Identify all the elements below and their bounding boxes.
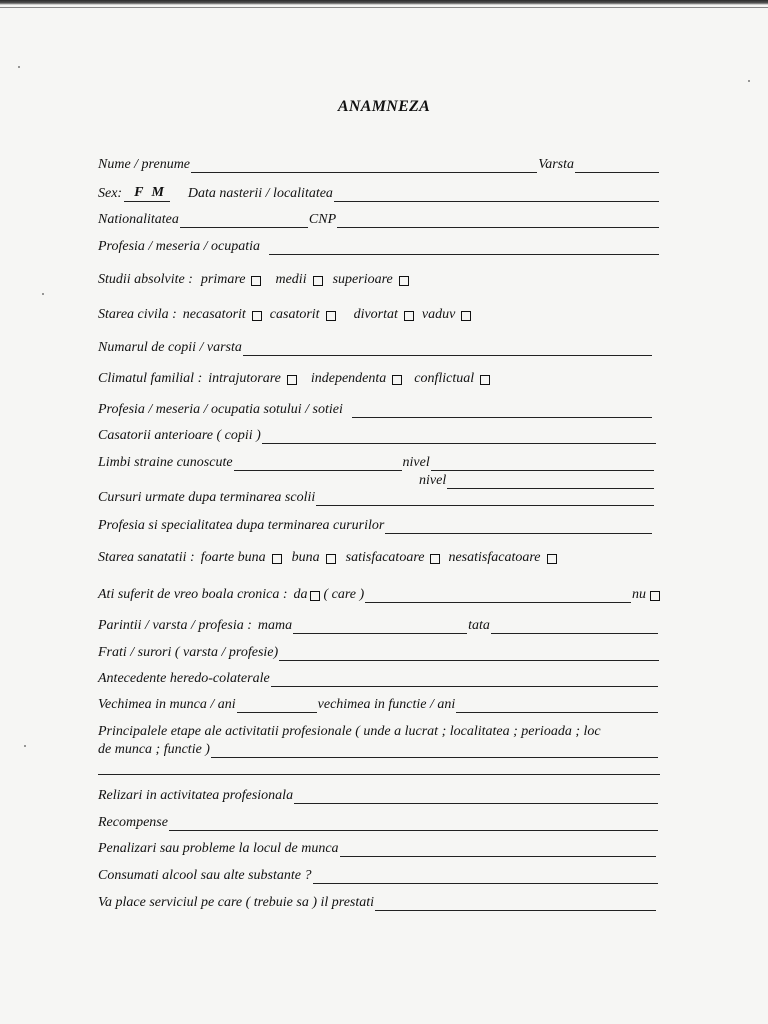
input-profesia-spec[interactable] (385, 520, 652, 534)
label-nationalitatea: Nationalitatea (98, 212, 179, 227)
input-recompense[interactable] (169, 817, 658, 831)
input-antecedente[interactable] (271, 673, 658, 687)
row-realizari (98, 788, 660, 804)
input-frati[interactable] (279, 647, 659, 661)
label-parinti: Parintii / varsta / profesia : (98, 618, 252, 633)
row-parinti (98, 618, 660, 634)
label-nivel-2: nivel (419, 473, 447, 488)
input-etape[interactable] (211, 744, 658, 758)
row-profesia-sot (98, 402, 660, 418)
input-nationalitatea[interactable] (180, 214, 308, 228)
input-copii[interactable] (243, 342, 652, 356)
input-boala-care[interactable] (365, 589, 631, 603)
form-title: ANAMNEZA (337, 98, 431, 115)
option-independenta: independenta (310, 371, 387, 386)
input-cursuri[interactable] (316, 492, 654, 506)
label-penalizari: Penalizari sau probleme la locul de munca (98, 841, 339, 856)
option-conflictual: conflictual (414, 371, 475, 386)
row-climat (98, 371, 660, 387)
scan-speck (24, 745, 26, 747)
label-boala: Ati suferit de vreo boala cronica : (98, 587, 288, 602)
label-sex: Sex: (98, 186, 123, 201)
option-superioare: superioare (332, 272, 393, 287)
option-foarte-buna: foarte buna (200, 550, 266, 565)
checkbox-casatorit[interactable] (326, 311, 336, 321)
label-frati: Frati / surori ( varsta / profesie) (98, 645, 279, 660)
row-nume (98, 157, 660, 173)
label-alcool: Consumati alcool sau alte substante ? (98, 868, 312, 883)
row-starea-civila (98, 307, 660, 323)
row-copii (98, 340, 660, 356)
input-casatorii[interactable] (262, 430, 656, 444)
label-recompense: Recompense (98, 815, 168, 830)
label-profesia-spec: Profesia si specialitatea dupa terminarea cururilor (98, 518, 385, 533)
row-frati (98, 645, 660, 661)
label-profesia-sot: Profesia / meseria / ocupatia sotului / sotiei (98, 402, 343, 417)
checkbox-nesatisfacatoare[interactable] (547, 554, 557, 564)
option-medii: medii (275, 272, 307, 287)
label-climat: Climatul familial : (98, 371, 203, 386)
input-nivel-1[interactable] (431, 457, 654, 471)
row-etape (98, 724, 660, 740)
input-realizari[interactable] (294, 790, 658, 804)
row-profesia (98, 239, 660, 255)
input-mama[interactable] (293, 620, 467, 634)
label-data-nasterii: Data nasterii / localitatea (187, 186, 333, 201)
checkbox-intrajutorare[interactable] (287, 375, 297, 385)
row-limbi-2 (98, 473, 660, 489)
row-vechimea (98, 697, 660, 713)
input-nivel-2[interactable] (447, 475, 654, 489)
label-tata: tata (468, 618, 490, 633)
label-sanatate: Starea sanatatii : (98, 550, 195, 565)
label-casatorii: Casatorii anterioare ( copii ) (98, 428, 261, 443)
input-penalizari[interactable] (340, 843, 656, 857)
checkbox-superioare[interactable] (399, 276, 409, 286)
option-sex-m[interactable]: M (145, 185, 169, 202)
option-da: da (293, 587, 308, 602)
row-sanatate (98, 550, 660, 566)
checkbox-medii[interactable] (313, 276, 323, 286)
checkbox-independenta[interactable] (392, 375, 402, 385)
row-limbi (98, 455, 660, 471)
row-casatorii (98, 428, 660, 444)
option-casatorit: casatorit (269, 307, 320, 322)
row-etape-2 (98, 742, 660, 758)
row-nationalitate (98, 212, 660, 228)
label-antecedente: Antecedente heredo-colaterale (98, 671, 270, 686)
checkbox-primare[interactable] (251, 276, 261, 286)
row-alcool (98, 868, 660, 884)
row-boala (98, 587, 660, 603)
label-profesia: Profesia / meseria / ocupatia (98, 239, 261, 254)
scan-edge-line (0, 7, 768, 8)
input-varsta[interactable] (575, 159, 659, 173)
label-care: ( care ) (323, 587, 365, 602)
label-serviciu: Va place serviciul pe care ( trebuie sa ) il prestati (98, 895, 375, 910)
input-tata[interactable] (491, 620, 658, 634)
label-starea-civila: Starea civila : (98, 307, 177, 322)
input-profesia-sot[interactable] (352, 404, 652, 418)
row-cursuri (98, 490, 660, 506)
checkbox-conflictual[interactable] (480, 375, 490, 385)
row-studii (98, 272, 660, 288)
row-recompense (98, 815, 660, 831)
input-alcool[interactable] (313, 870, 659, 884)
checkbox-necasatorit[interactable] (252, 311, 262, 321)
label-vechimea-functie: vechimea in functie / ani (317, 697, 456, 712)
input-limbi[interactable] (234, 457, 402, 471)
label-mama: mama (257, 618, 293, 633)
option-buna: buna (291, 550, 320, 565)
input-vechimea-functie[interactable] (456, 699, 658, 713)
checkbox-da[interactable] (310, 591, 320, 601)
option-satisfacatoare: satisfacatoare (345, 550, 425, 565)
input-profesia[interactable] (269, 241, 659, 255)
option-divortat: divortat (353, 307, 398, 322)
row-penalizari (98, 841, 660, 857)
label-realizari: Relizari in activitatea profesionala (98, 788, 294, 803)
label-limbi: Limbi straine cunoscute (98, 455, 233, 470)
label-copii: Numarul de copii / varsta (98, 340, 242, 355)
scan-edge (0, 0, 768, 5)
option-intrajutorare: intrajutorare (208, 371, 281, 386)
option-nesatisfacatoare: nesatisfacatoare (448, 550, 541, 565)
row-antecedente (98, 671, 660, 687)
input-nume[interactable] (191, 159, 537, 173)
label-varsta: Varsta (538, 157, 574, 172)
label-vechimea: Vechimea in munca / ani (98, 697, 236, 712)
option-vaduv: vaduv (421, 307, 456, 322)
option-nu: nu (632, 587, 646, 602)
checkbox-buna[interactable] (326, 554, 336, 564)
label-etape: Principalele etape ale activitatii profesionale ( unde a lucrat ; localitatea ; perioada ; loc (98, 724, 601, 739)
checkbox-foarte-buna[interactable] (272, 554, 282, 564)
row-profesia-spec (98, 518, 660, 534)
scan-speck (18, 66, 20, 68)
label-nivel-1: nivel (402, 455, 430, 470)
label-nume: Nume / prenume (98, 157, 191, 172)
option-necasatorit: necasatorit (182, 307, 246, 322)
row-serviciu (98, 895, 660, 911)
input-data-nasterii[interactable] (334, 188, 659, 202)
checkbox-satisfacatoare[interactable] (430, 554, 440, 564)
option-primare: primare (200, 272, 246, 287)
label-studii: Studii absolvite : (98, 272, 193, 287)
checkbox-nu[interactable] (650, 591, 660, 601)
input-vechimea[interactable] (237, 699, 317, 713)
option-sex-f[interactable]: F (124, 185, 145, 202)
label-etape-2: de munca ; functie ) (98, 742, 210, 757)
input-cnp[interactable] (337, 214, 659, 228)
scan-speck (42, 293, 44, 295)
label-cursuri: Cursuri urmate dupa terminarea scolii (98, 490, 316, 505)
input-etape-extra[interactable] (98, 774, 660, 775)
scan-speck (748, 80, 750, 82)
input-serviciu[interactable] (375, 897, 656, 911)
label-cnp: CNP (308, 212, 337, 227)
checkbox-divortat[interactable] (404, 311, 414, 321)
checkbox-vaduv[interactable] (461, 311, 471, 321)
row-sex (98, 185, 660, 202)
